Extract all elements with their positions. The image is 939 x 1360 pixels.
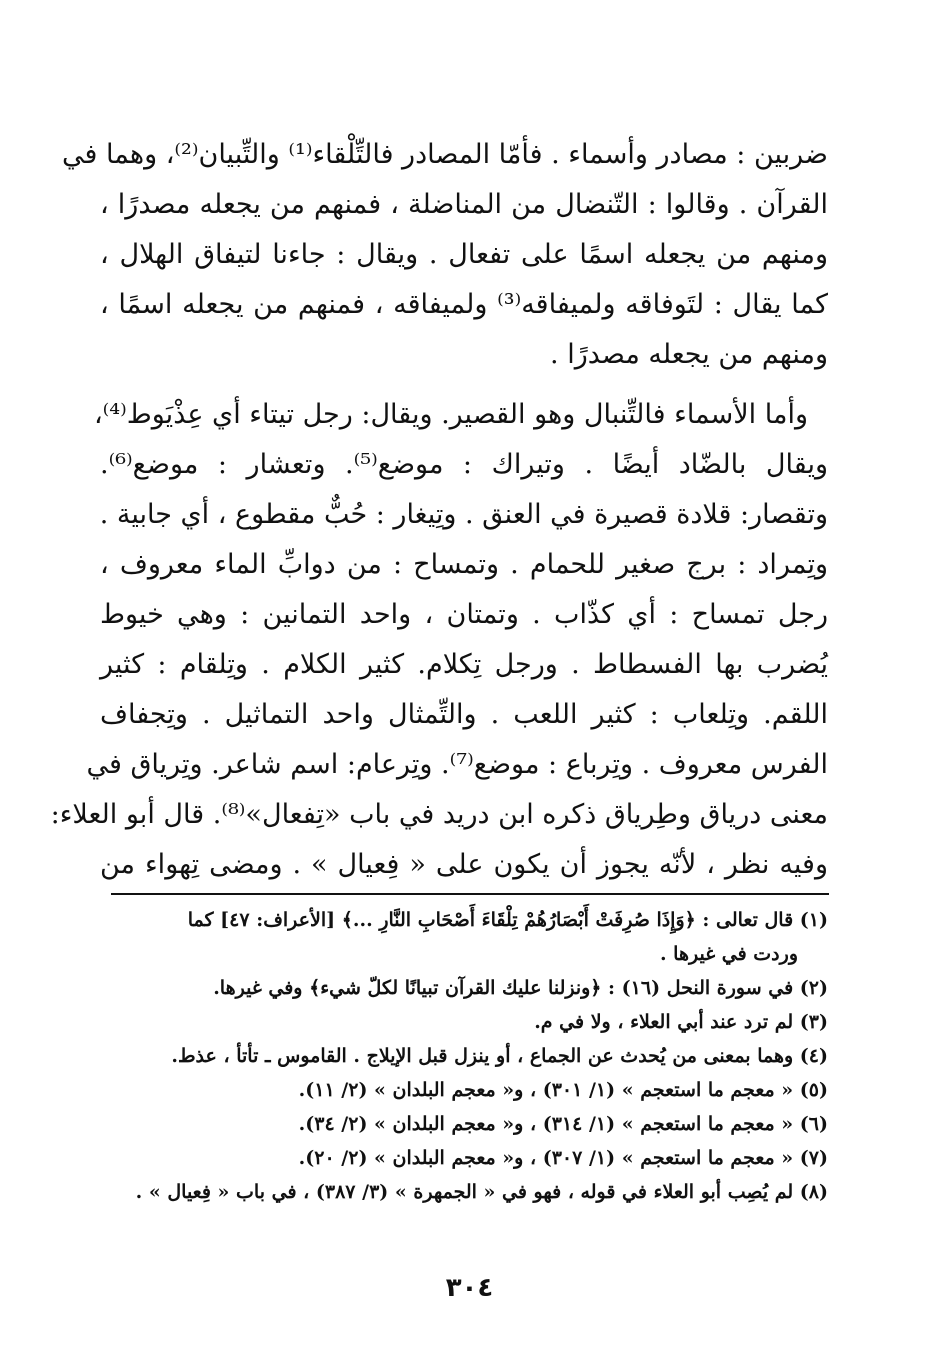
- text-line: ضربين : مصادر وأسماء . فأمّا المصادر فالتِّلْقاء⁽¹⁾ والتِّبيان⁽²⁾، وهما في: [62, 139, 828, 170]
- footnote-separator: [111, 893, 829, 895]
- text-line: وأما الأسماء فالتِّنبال وهو القصير. ويقال: رجل تيتاء أي عِذْيَوط⁽⁴⁾،: [93, 399, 808, 430]
- footnote: (٧) « معجم ما استعجم » (١/ ٣٠٧) ، و« معجم البلدان » (٢/ ٢٠).: [298, 1147, 828, 1169]
- text-line: وتِمراد : برج صغير للحمام . وتمساح : من دوابِّ الماء معروف ،: [100, 549, 828, 580]
- text-line: القرآن . وقالوا : التّنضال من المناضلة ، فمنهم من يجعله مصدرًا ،: [100, 189, 828, 220]
- text-line: الفرس معروف . وتِرباع : موضع⁽⁷⁾. وتِرعام: اسم شاعر. وتِرياق في: [86, 749, 828, 780]
- footnote: (٦) « معجم ما استعجم » (١/ ٣١٤) ، و« معجم البلدان » (٢/ ٣٤).: [298, 1113, 828, 1135]
- text-line: ومنهم من يجعله مصدرًا .: [550, 339, 828, 370]
- footnote: وردت في غيرها .: [659, 943, 798, 965]
- footnote: (١) قال تعالى : ﴿وَإِذَا صُرِفَتْ أَبْصَارُهُمْ تِلْقَاءَ أَصْحَابِ النَّارِ ...﴾ [الأعراف: ٤٧] كما: [187, 909, 828, 931]
- footnote: (٤) وهما بمعنى من يُحدث عن الجماع ، أو ينزل قبل الإيلاج . القاموس ـ تأتأ ، عذط.: [171, 1045, 828, 1067]
- footnote: (٢) في سورة النحل (١٦) : ﴿ونزلنا عليك القرآن تبيانًا لكلّ شيء﴾ وفي غيرها.: [213, 977, 828, 999]
- text-line: وفيه نظر ، لأنّه يجوز أن يكون على « فِعيال » . ومضى تِهواء من: [100, 849, 828, 880]
- text-line: رجل تمساح : أي كذّاب . وتمتان ، واحد التمانين : وهي خيوط: [100, 599, 828, 630]
- text-line: اللقم. وتِلعاب : كثير اللعب . والتِّمثال واحد التماثيل . وتِجفاف: [100, 699, 828, 730]
- text-line: وتقصار: قلادة قصيرة في العنق . وتِيغار : حُبٌّ مقطوع ، أي جابية .: [99, 499, 828, 530]
- text-line: ومنهم من يجعله اسمًا على تفعال . ويقال : جاءنا لتيفاق الهلال ،: [100, 239, 828, 270]
- text-line: ويقال بالضّاد أيضًا . وتيراك : موضع⁽⁵⁾. وتعشار : موضع⁽⁶⁾.: [100, 449, 828, 480]
- paragraph-gap: [100, 380, 828, 390]
- main-text: [50, 130, 828, 890]
- text-line: كما يقال : لتَوفاقه ولميفاقه⁽³⁾ ولميفاقه ، فمنهم من يجعله اسمًا ،: [100, 289, 828, 320]
- footnote: (٥) « معجم ما استعجم » (١/ ٣٠١) ، و« معجم البلدان » (٢/ ١١).: [298, 1079, 828, 1101]
- page-number: ٣٠٤: [445, 1273, 494, 1303]
- footnote: (٣) لم ترد عند أبي العلاء ، ولا في م.: [534, 1011, 828, 1033]
- text-line: يُضرب بها الفسطاط . ورجل تِكلام. كثير الكلام . وتِلقام : كثير: [100, 649, 828, 680]
- footnotes: [100, 903, 828, 1209]
- text-line: معنى درياق وطِرياق ذكره ابن دريد في باب «تِفعال»⁽⁸⁾. قال أبو العلاء:: [50, 799, 828, 830]
- footnote: (٨) لم يُصِب أبو العلاء في قوله ، فهو في « الجمهرة » (٣/ ٣٨٧) ، في باب « فِعيال » .: [135, 1181, 828, 1203]
